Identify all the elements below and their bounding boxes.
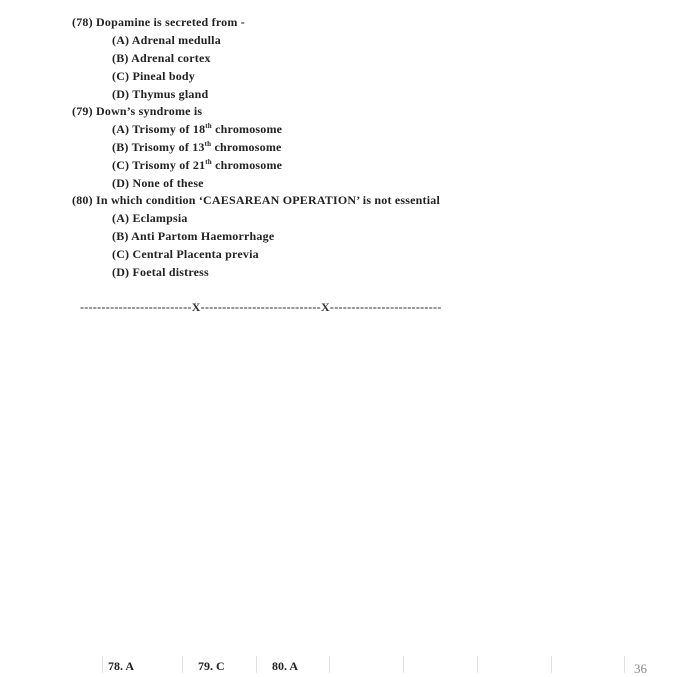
answer-80: 80. A (272, 659, 299, 673)
page-number: 36 (634, 661, 647, 676)
question-number: (78) (72, 15, 93, 29)
column-divider (182, 656, 183, 673)
question-text: Down’s syndrome is (96, 104, 203, 118)
option-80-a: (A) Eclampsia (112, 211, 188, 225)
column-divider (551, 656, 552, 673)
question-text: Dopamine is secreted from - (96, 15, 245, 29)
section-separator: --------------------------X----------------------------X-------------------------- (80, 300, 442, 314)
option-78-c: (C) Pineal body (112, 69, 196, 83)
option-80-c: (C) Central Placenta previa (112, 247, 259, 261)
question-number: (79) (72, 104, 93, 118)
option-79-c (112, 158, 282, 173)
option-79-a (112, 122, 282, 137)
option-79-b (112, 140, 282, 155)
answer-key (100, 656, 630, 673)
column-divider (403, 656, 404, 673)
option-78-b: (B) Adrenal cortex (112, 51, 211, 65)
ordinal-suffix: th (204, 140, 212, 148)
question-number: (80) (72, 193, 93, 207)
question-79 (72, 104, 202, 119)
option-80-d: (D) Foetal distress (112, 265, 209, 279)
answer-78: 78. A (108, 659, 135, 673)
ordinal-suffix: th (205, 158, 212, 166)
option-text: chromosome (211, 140, 282, 154)
question-text: In which condition ‘CAESAREAN OPERATION’ is not essential (96, 193, 440, 207)
option-80-b: (B) Anti Partom Haemorrhage (112, 229, 275, 243)
column-divider (256, 656, 257, 673)
option-text: (A) Trisomy of 18 (112, 122, 206, 136)
option-text: chromosome (211, 122, 283, 136)
column-divider (102, 656, 103, 673)
column-divider (329, 656, 330, 673)
answer-79: 79. C (198, 659, 225, 673)
option-text: (C) Trisomy of 21 (112, 158, 206, 172)
option-text: (B) Trisomy of 13 (112, 140, 205, 154)
question-80 (72, 193, 440, 208)
column-divider (477, 656, 478, 673)
option-78-a: (A) Adrenal medulla (112, 33, 221, 47)
option-78-d: (D) Thymus gland (112, 87, 209, 101)
column-divider (624, 656, 625, 673)
option-text: chromosome (211, 158, 283, 172)
ordinal-suffix: th (205, 122, 212, 130)
option-79-d: (D) None of these (112, 176, 204, 190)
question-78 (72, 15, 245, 30)
